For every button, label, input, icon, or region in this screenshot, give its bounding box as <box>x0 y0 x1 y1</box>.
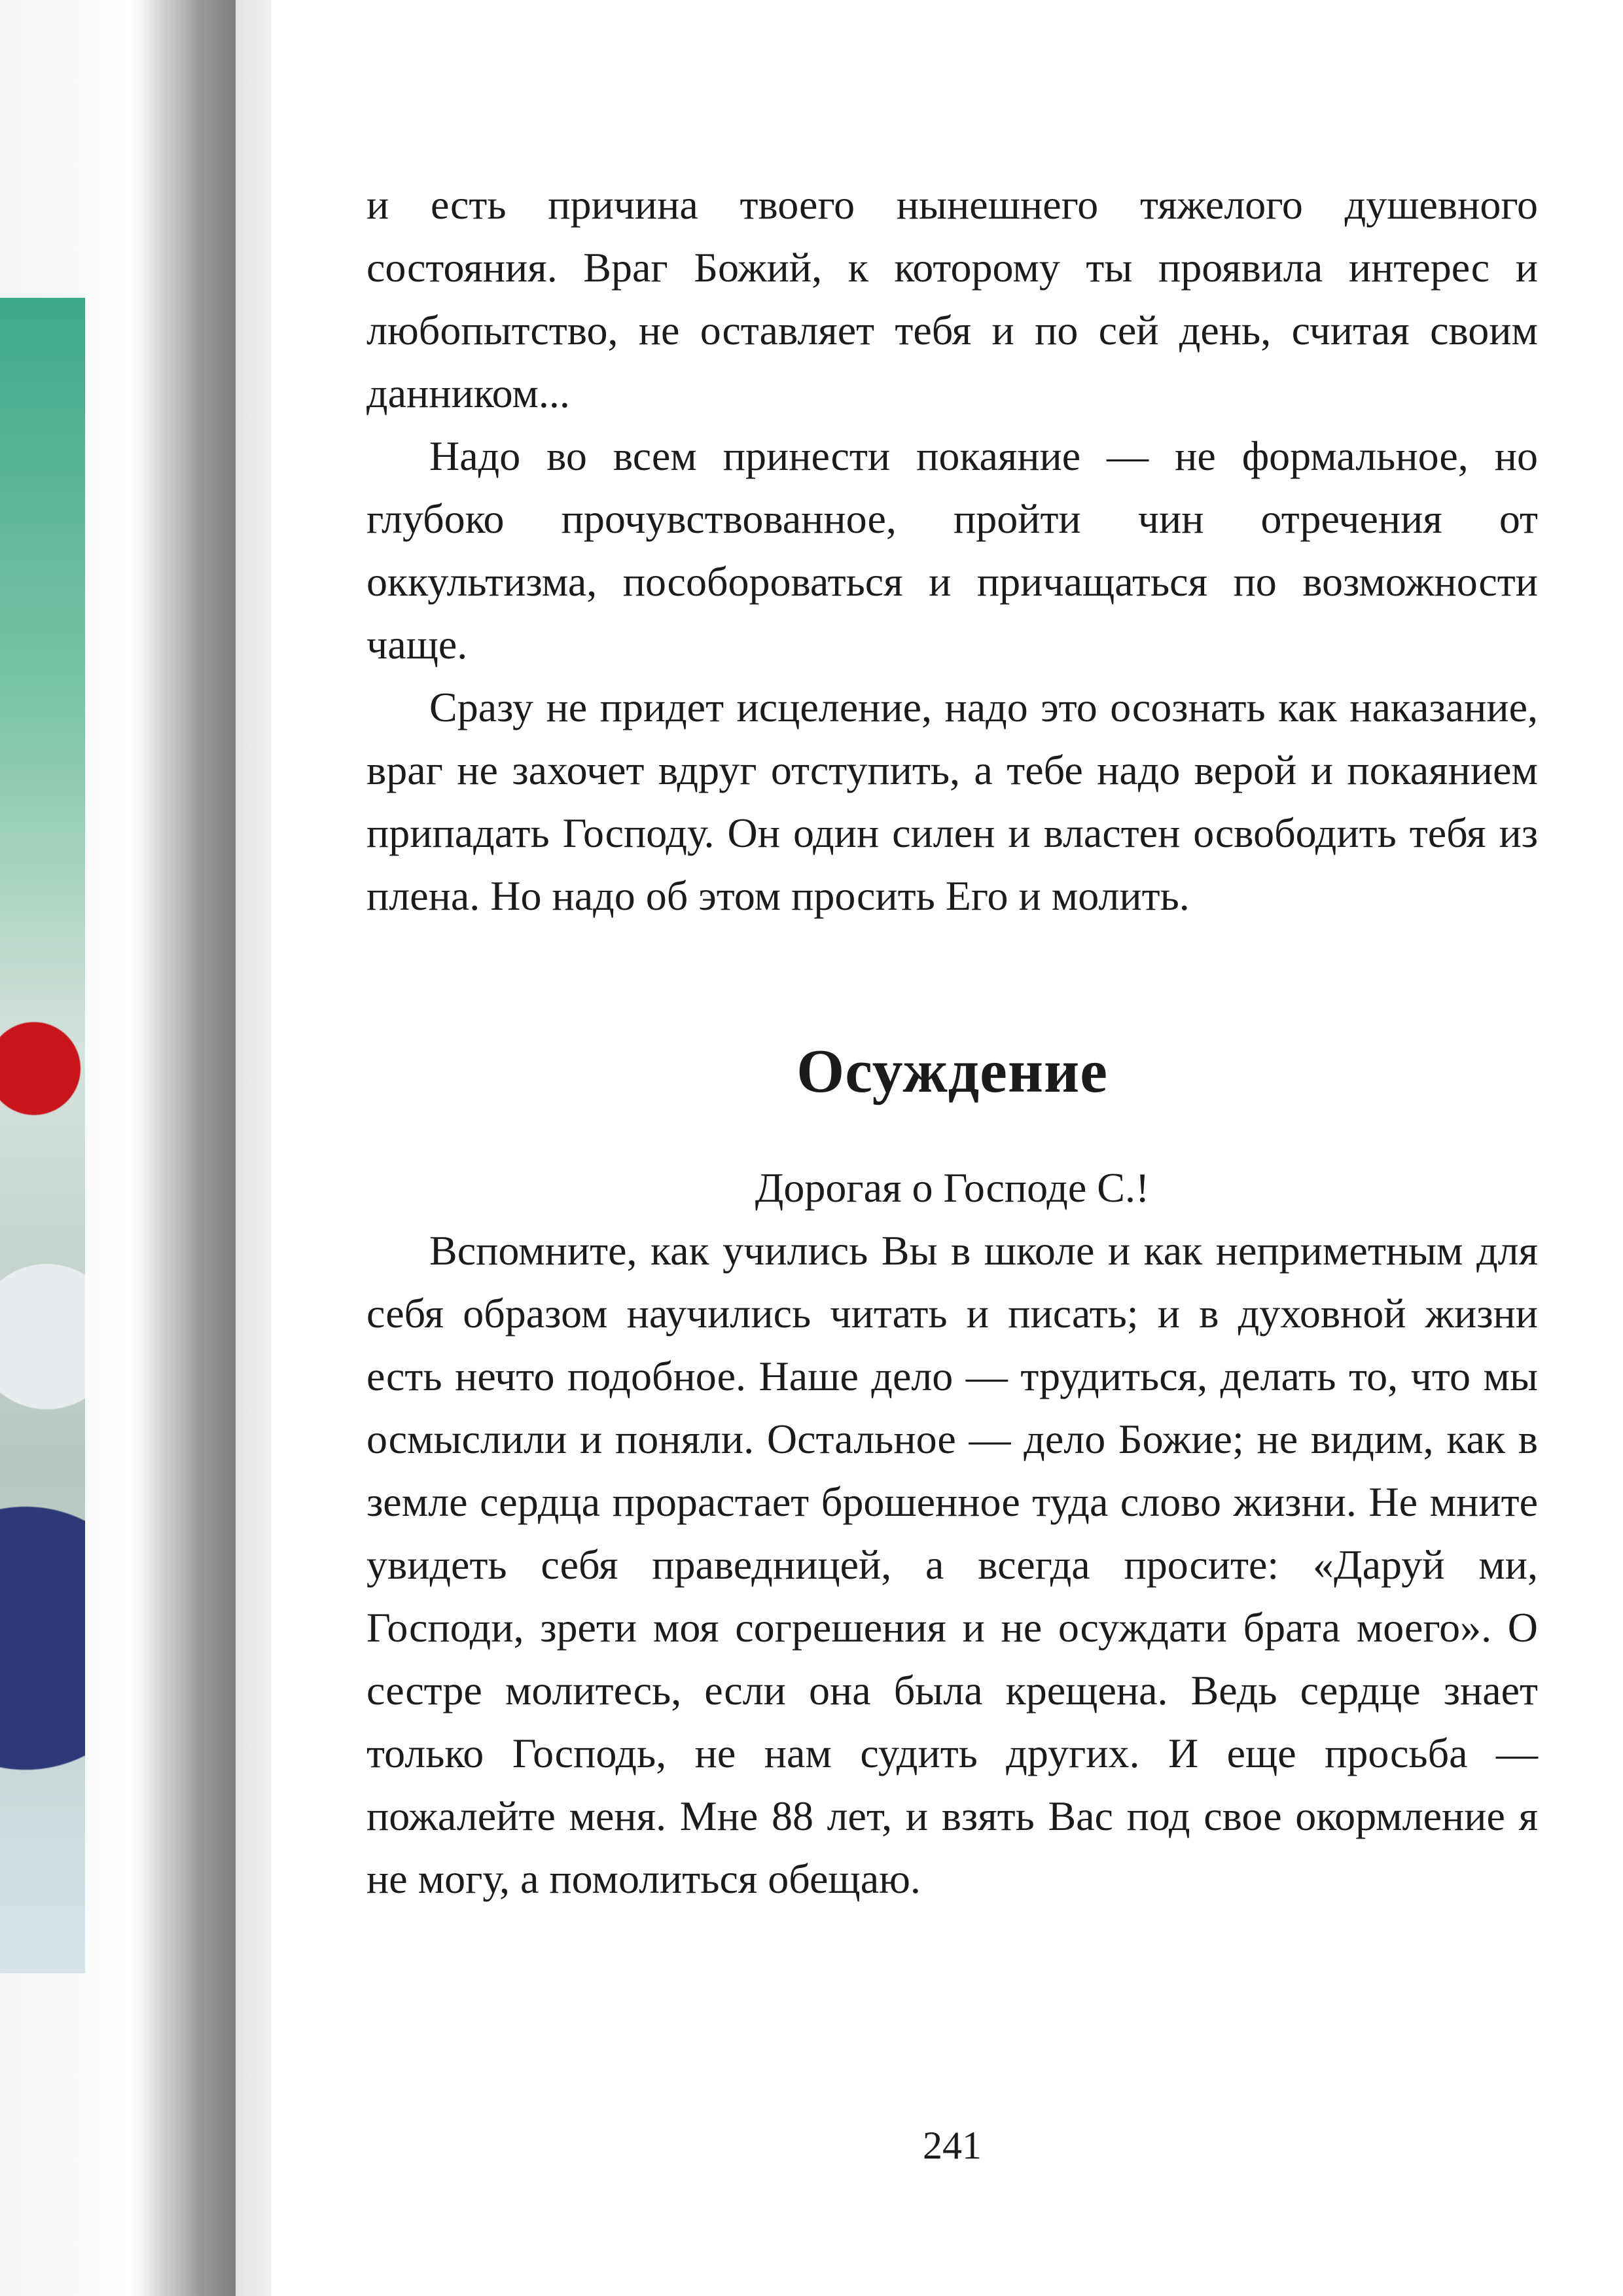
book-page <box>366 173 1538 1910</box>
section-title: Осуждение <box>796 1037 1108 1105</box>
flower-photo <box>0 298 85 1973</box>
page-number: 241 <box>923 2124 982 2167</box>
letter-body: Вспомните, как учились Вы в школе и как неприметным для себя образом научились читать и писать; и в духовной жизни есть нечто подобное. Наше дело — трудиться, делать то, что мы осмыслили и поняли. Остальное — дело Божие; не видим, как в земле сердца прорастает брошенное туда слово жизни. Не мните увидеть себя праведницей, а всегда просите: «Даруй ми, Господи, зрети моя согрешения и не осуждати брата моего». О сестре молитесь, если она была крещена. Ведь сердце знает только Господь, не нам судить других. И еще просьба — пожалейте меня. Мне 88 лет, и взять Вас под свое окормление я не могу, а помолиться обещаю. <box>366 1227 1538 1902</box>
paragraph-2: Надо во всем принести покаяние — не формальное, но глубоко прочувствованное, пройти чин отречения от оккультизма, пособороваться и причащаться по возможности чаще. <box>366 433 1538 668</box>
book-gutter-shadow <box>141 0 272 2296</box>
paragraph-3: Сразу не придет исцеление, надо это осознать как наказание, враг не захочет вдруг отступить, а тебе надо верой и покаянием припадать Господу. Он один силен и властен освободить тебя из плена. Но надо об этом просить Его и молить. <box>366 684 1538 919</box>
paragraph-1: и есть причина твоего нынешнего тяжелого душевного состояния. Враг Божий, к которому ты проявила интерес и любопытство, не оставляет тебя и по сей день, считая своим данником... <box>366 181 1538 416</box>
letter-salutation: Дорогая о Господе С.! <box>755 1164 1150 1211</box>
